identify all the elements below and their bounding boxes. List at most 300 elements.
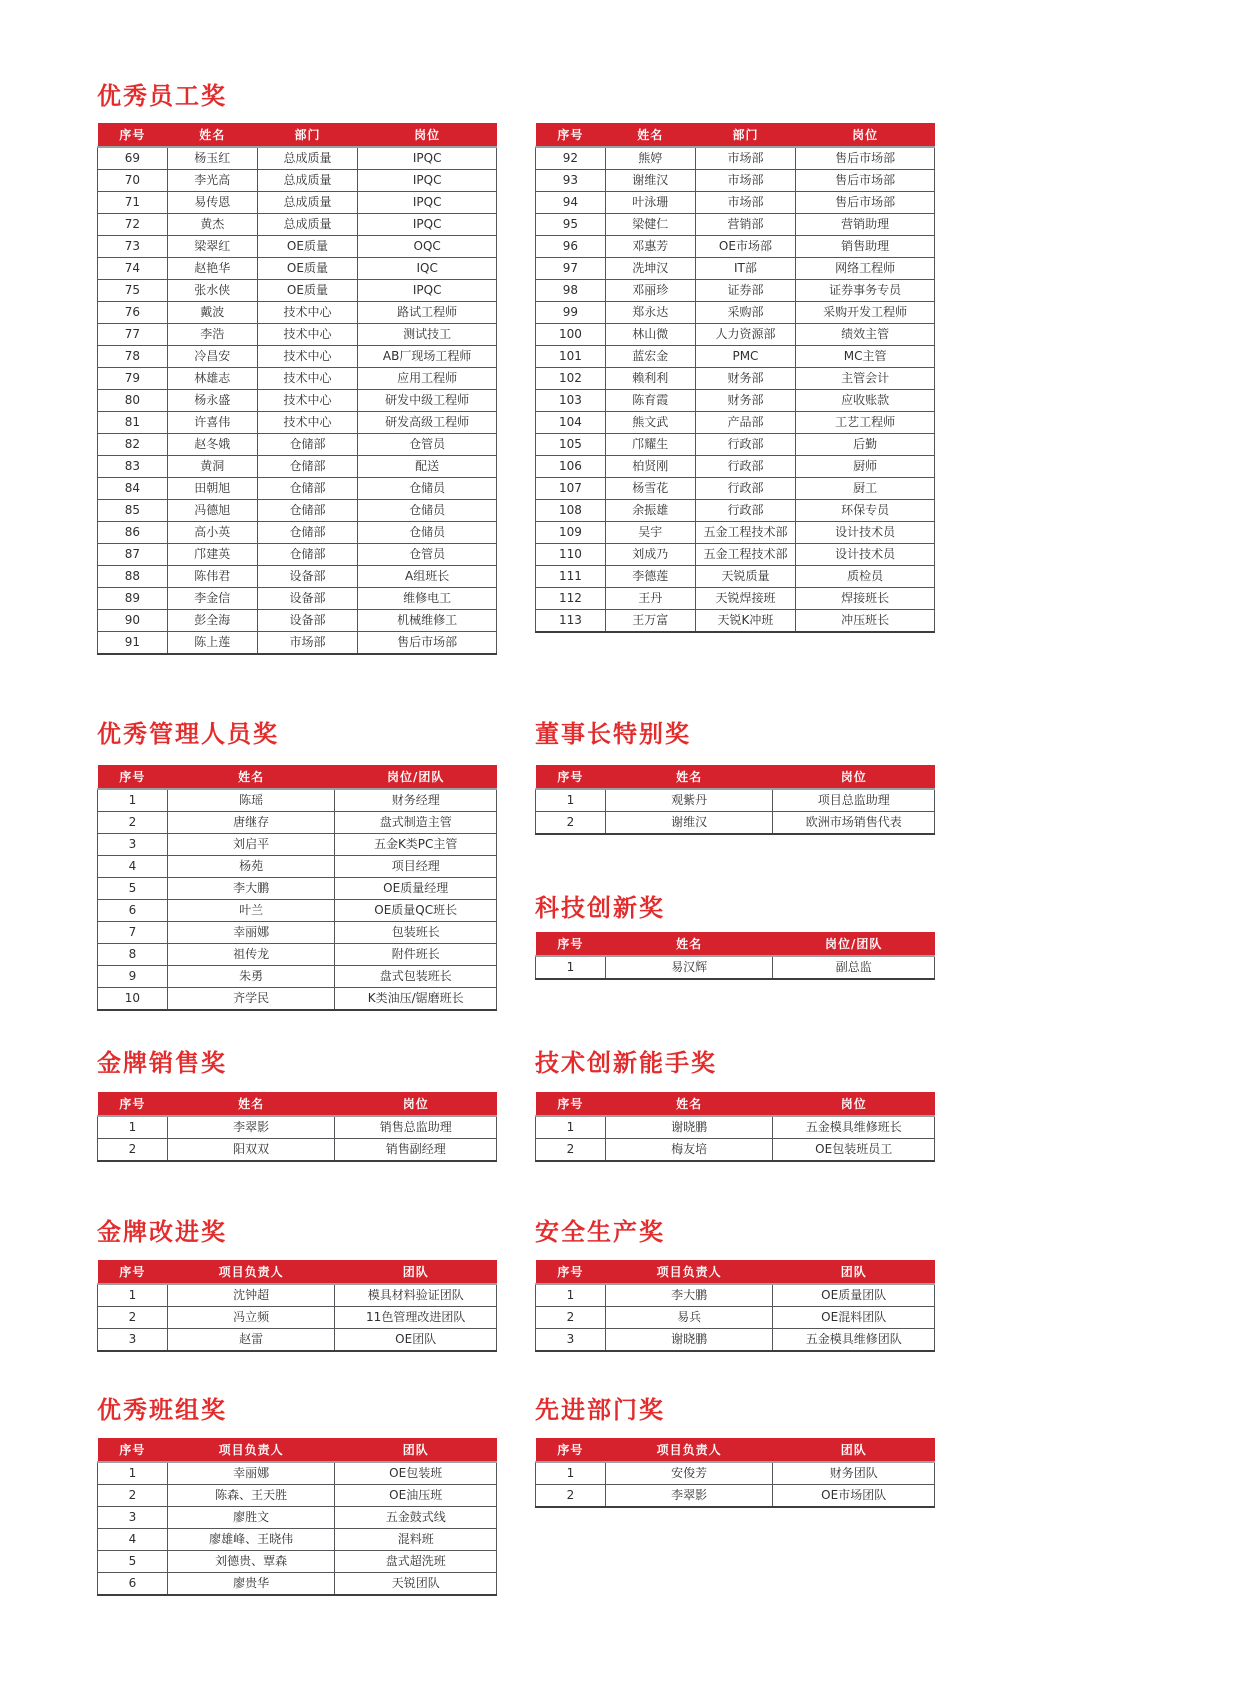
table-row	[536, 258, 935, 280]
section-title-management: 优秀管理人员奖	[97, 720, 279, 748]
table-row	[98, 834, 497, 856]
table-row	[536, 1284, 935, 1307]
table-row	[98, 812, 497, 834]
table-cell: 黄洞	[167, 456, 257, 478]
table-cell: 冯德旭	[167, 500, 257, 522]
table-cell: 106	[536, 456, 606, 478]
table-row	[98, 280, 497, 302]
table-cell: 欧洲市场销售代表	[773, 812, 935, 835]
table-cell: IPQC	[358, 147, 497, 170]
table-cell: 项目总监助理	[773, 789, 935, 812]
column-header: 岗位	[773, 765, 935, 789]
table-cell: 梁翠红	[167, 236, 257, 258]
table-row	[98, 236, 497, 258]
table-cell: 天锐K冲班	[695, 610, 796, 633]
table-row	[98, 900, 497, 922]
table-cell: 盘式超洗班	[335, 1551, 497, 1573]
table-cell: 售后市场部	[358, 632, 497, 655]
tech-innovation-table	[535, 932, 935, 980]
table-cell: 市场部	[257, 632, 358, 655]
column-header: 序号	[536, 932, 606, 956]
table-cell: 87	[98, 544, 168, 566]
table-cell: 4	[98, 856, 168, 878]
table-cell: OE质量经理	[335, 878, 497, 900]
table-cell: 产品部	[695, 412, 796, 434]
table-cell: 五金模具维修团队	[773, 1329, 935, 1352]
table-cell: 1	[536, 1284, 606, 1307]
table-cell: 李光高	[167, 170, 257, 192]
table-row	[98, 966, 497, 988]
table-cell: 101	[536, 346, 606, 368]
table-cell: 3	[98, 834, 168, 856]
table-cell: 10	[98, 988, 168, 1011]
table-row	[98, 1116, 497, 1139]
table-cell: 王万富	[605, 610, 695, 633]
table-row	[536, 214, 935, 236]
table-row	[98, 1551, 497, 1573]
table-cell: 邓丽珍	[605, 280, 695, 302]
table-cell: 易兵	[605, 1307, 773, 1329]
column-header: 部门	[695, 123, 796, 147]
table-cell: 厨工	[796, 478, 935, 500]
table-cell: 林山微	[605, 324, 695, 346]
column-header: 序号	[536, 765, 606, 789]
table-row	[98, 522, 497, 544]
column-header: 序号	[98, 123, 168, 147]
table-row	[98, 390, 497, 412]
table-cell: 财务经理	[335, 789, 497, 812]
table-cell: 98	[536, 280, 606, 302]
table-cell: 86	[98, 522, 168, 544]
table-cell: 仓储部	[257, 500, 358, 522]
table-cell: 李金信	[167, 588, 257, 610]
award-table	[535, 932, 935, 980]
table-cell: 市场部	[695, 192, 796, 214]
table-cell: 财务部	[695, 390, 796, 412]
section-title-excellent-employee: 优秀员工奖	[97, 82, 227, 110]
table-row	[536, 1116, 935, 1139]
table-cell: 108	[536, 500, 606, 522]
table-row	[98, 1529, 497, 1551]
column-header: 序号	[536, 1438, 606, 1462]
table-cell: 设计技术员	[796, 522, 935, 544]
column-header: 序号	[536, 1260, 606, 1284]
table-cell: 仓储部	[257, 434, 358, 456]
table-cell: 110	[536, 544, 606, 566]
table-cell: 83	[98, 456, 168, 478]
table-cell: 79	[98, 368, 168, 390]
table-cell: 齐学民	[167, 988, 335, 1011]
chairman-special-table	[535, 765, 935, 835]
table-cell: 冼坤汉	[605, 258, 695, 280]
table-row	[536, 456, 935, 478]
table-cell: 易传恩	[167, 192, 257, 214]
table-cell: 营销助理	[796, 214, 935, 236]
table-cell: 后勤	[796, 434, 935, 456]
table-cell: 冯立频	[167, 1307, 335, 1329]
table-cell: 行政部	[695, 434, 796, 456]
table-cell: 赵艳华	[167, 258, 257, 280]
table-row	[98, 610, 497, 632]
excellent-team-table	[97, 1438, 497, 1596]
table-cell: 五金工程技术部	[695, 544, 796, 566]
header-row	[536, 1260, 935, 1284]
column-header: 部门	[257, 123, 358, 147]
table-cell: 邝建英	[167, 544, 257, 566]
table-cell: K类油压/锯磨班长	[335, 988, 497, 1011]
table-cell: 叶兰	[167, 900, 335, 922]
section-title-advanced-department: 先进部门奖	[535, 1396, 665, 1424]
table-cell: 7	[98, 922, 168, 944]
table-cell: 78	[98, 346, 168, 368]
table-cell: OE质量团队	[773, 1284, 935, 1307]
table-cell: 技术中心	[257, 346, 358, 368]
table-cell: 林雄志	[167, 368, 257, 390]
table-row	[536, 192, 935, 214]
award-table	[97, 1092, 497, 1162]
table-cell: 廖雄峰、王晓伟	[167, 1529, 335, 1551]
table-cell: 项目经理	[335, 856, 497, 878]
table-cell: 李翠影	[167, 1116, 335, 1139]
table-cell: 祖传龙	[167, 944, 335, 966]
section-title-tech-innovation-expert: 技术创新能手奖	[535, 1049, 717, 1077]
table-cell: 95	[536, 214, 606, 236]
table-cell: 1	[98, 1284, 168, 1307]
table-cell: 黄杰	[167, 214, 257, 236]
table-row	[536, 170, 935, 192]
column-header: 姓名	[605, 932, 773, 956]
table-cell: AB厂现场工程师	[358, 346, 497, 368]
column-header: 姓名	[605, 1092, 773, 1116]
excellent-employee-table-left	[97, 123, 497, 655]
table-cell: 田朝旭	[167, 478, 257, 500]
table-cell: OE市场部	[695, 236, 796, 258]
table-cell: 仓储员	[358, 522, 497, 544]
table-cell: 杨雪花	[605, 478, 695, 500]
table-cell: 观紫丹	[605, 789, 773, 812]
table-cell: 天锐团队	[335, 1573, 497, 1596]
table-cell: PMC	[695, 346, 796, 368]
section-title-safety-production: 安全生产奖	[535, 1218, 665, 1246]
table-cell: 96	[536, 236, 606, 258]
table-row	[98, 368, 497, 390]
table-cell: 熊婷	[605, 147, 695, 170]
table-row	[98, 988, 497, 1011]
table-row	[536, 434, 935, 456]
table-cell: 81	[98, 412, 168, 434]
table-cell: 1	[98, 1116, 168, 1139]
table-cell: 仓管员	[358, 544, 497, 566]
table-cell: 熊文武	[605, 412, 695, 434]
table-cell: OQC	[358, 236, 497, 258]
table-cell: 研发中级工程师	[358, 390, 497, 412]
table-cell: 陈森、王天胜	[167, 1485, 335, 1507]
table-row	[536, 324, 935, 346]
table-cell: 机械维修工	[358, 610, 497, 632]
table-cell: 103	[536, 390, 606, 412]
header-row	[98, 1092, 497, 1116]
table-row	[98, 456, 497, 478]
table-cell: OE包装班员工	[773, 1139, 935, 1162]
table-cell: OE包装班	[335, 1462, 497, 1485]
table-cell: IPQC	[358, 280, 497, 302]
table-cell: 研发高级工程师	[358, 412, 497, 434]
table-cell: 杨玉红	[167, 147, 257, 170]
table-cell: IPQC	[358, 214, 497, 236]
table-row	[98, 302, 497, 324]
table-row	[98, 258, 497, 280]
table-cell: 李德莲	[605, 566, 695, 588]
table-cell: 廖胜文	[167, 1507, 335, 1529]
table-cell: 陈上莲	[167, 632, 257, 655]
table-row	[536, 1307, 935, 1329]
table-row	[536, 236, 935, 258]
table-cell: 90	[98, 610, 168, 632]
table-cell: 设计技术员	[796, 544, 935, 566]
table-row	[536, 1462, 935, 1485]
table-cell: 厨师	[796, 456, 935, 478]
table-cell: 附件班长	[335, 944, 497, 966]
table-cell: 89	[98, 588, 168, 610]
table-cell: 73	[98, 236, 168, 258]
table-cell: 谢晓鹏	[605, 1329, 773, 1352]
table-cell: 11色管理改进团队	[335, 1307, 497, 1329]
table-cell: 销售副经理	[335, 1139, 497, 1162]
table-cell: 售后市场部	[796, 192, 935, 214]
table-row	[536, 412, 935, 434]
table-cell: 刘德贵、覃森	[167, 1551, 335, 1573]
table-cell: 113	[536, 610, 606, 633]
table-row	[98, 434, 497, 456]
award-table	[535, 1260, 935, 1352]
table-cell: 陈育霞	[605, 390, 695, 412]
management-table	[97, 765, 497, 1011]
table-cell: 112	[536, 588, 606, 610]
table-cell: 叶泳珊	[605, 192, 695, 214]
table-row	[98, 856, 497, 878]
table-cell: 97	[536, 258, 606, 280]
table-cell: 五金鼓式线	[335, 1507, 497, 1529]
table-cell: 100	[536, 324, 606, 346]
table-cell: 五金K类PC主管	[335, 834, 497, 856]
section-title-chairman-special: 董事长特别奖	[535, 720, 691, 748]
table-row	[98, 1507, 497, 1529]
table-cell: 111	[536, 566, 606, 588]
table-cell: 71	[98, 192, 168, 214]
table-cell: 1	[536, 956, 606, 979]
column-header: 序号	[98, 1260, 168, 1284]
table-cell: 设备部	[257, 566, 358, 588]
header-row	[98, 123, 497, 147]
table-cell: 销售总监助理	[335, 1116, 497, 1139]
table-cell: 赵雷	[167, 1329, 335, 1352]
table-cell: 应收账款	[796, 390, 935, 412]
table-cell: 谢维汉	[605, 170, 695, 192]
table-cell: 幸丽娜	[167, 922, 335, 944]
table-cell: 梁健仁	[605, 214, 695, 236]
table-row	[98, 478, 497, 500]
table-cell: 陈伟君	[167, 566, 257, 588]
table-cell: 总成质量	[257, 214, 358, 236]
table-cell: 105	[536, 434, 606, 456]
table-cell: 109	[536, 522, 606, 544]
table-cell: 技术中心	[257, 324, 358, 346]
table-cell: 99	[536, 302, 606, 324]
table-cell: 仓管员	[358, 434, 497, 456]
table-row	[536, 789, 935, 812]
table-cell: 证券事务专员	[796, 280, 935, 302]
table-cell: 幸丽娜	[167, 1462, 335, 1485]
table-cell: 主管会计	[796, 368, 935, 390]
table-cell: 售后市场部	[796, 170, 935, 192]
table-cell: 2	[98, 1485, 168, 1507]
table-cell: 戴波	[167, 302, 257, 324]
table-cell: 环保专员	[796, 500, 935, 522]
table-cell: 李大鹏	[167, 878, 335, 900]
table-cell: 邓惠芳	[605, 236, 695, 258]
table-cell: 天锐质量	[695, 566, 796, 588]
header-row	[536, 123, 935, 147]
table-cell: 人力资源部	[695, 324, 796, 346]
table-cell: 应用工程师	[358, 368, 497, 390]
table-cell: 行政部	[695, 456, 796, 478]
table-cell: 沈钟超	[167, 1284, 335, 1307]
table-cell: OE油压班	[335, 1485, 497, 1507]
table-cell: 仓储部	[257, 478, 358, 500]
table-row	[98, 1573, 497, 1596]
award-table	[97, 1260, 497, 1352]
table-cell: 72	[98, 214, 168, 236]
table-cell: 五金模具维修班长	[773, 1116, 935, 1139]
table-cell: 总成质量	[257, 147, 358, 170]
table-cell: 包装班长	[335, 922, 497, 944]
table-cell: 2	[98, 1307, 168, 1329]
table-cell: 技术中心	[257, 412, 358, 434]
table-cell: 冷昌安	[167, 346, 257, 368]
table-cell: 84	[98, 478, 168, 500]
table-cell: 70	[98, 170, 168, 192]
column-header: 序号	[536, 123, 606, 147]
table-cell: MC主管	[796, 346, 935, 368]
table-row	[98, 922, 497, 944]
tech-innovation-expert-table	[535, 1092, 935, 1162]
table-cell: 107	[536, 478, 606, 500]
table-cell: 谢维汉	[605, 812, 773, 835]
table-cell: 陈瑶	[167, 789, 335, 812]
table-cell: 唐继存	[167, 812, 335, 834]
table-cell: A组班长	[358, 566, 497, 588]
table-row	[536, 302, 935, 324]
table-row	[98, 412, 497, 434]
section-title-gold-sales: 金牌销售奖	[97, 1049, 227, 1077]
table-cell: 2	[536, 1485, 606, 1508]
table-cell: 安俊芳	[605, 1462, 773, 1485]
award-table	[535, 1438, 935, 1508]
table-row	[536, 610, 935, 633]
table-row	[98, 147, 497, 170]
table-cell: 盘式制造主管	[335, 812, 497, 834]
table-row	[536, 147, 935, 170]
table-row	[536, 500, 935, 522]
table-cell: 梅友培	[605, 1139, 773, 1162]
table-cell: 许喜伟	[167, 412, 257, 434]
table-cell: IPQC	[358, 192, 497, 214]
table-cell: 网络工程师	[796, 258, 935, 280]
table-cell: 1	[536, 1116, 606, 1139]
table-cell: 财务部	[695, 368, 796, 390]
table-row	[98, 632, 497, 655]
table-cell: 6	[98, 1573, 168, 1596]
table-row	[536, 588, 935, 610]
table-row	[98, 1485, 497, 1507]
table-cell: OE质量	[257, 258, 358, 280]
section-title-tech-innovation: 科技创新奖	[535, 894, 665, 922]
section-title-gold-improvement: 金牌改进奖	[97, 1218, 227, 1246]
column-header: 团队	[335, 1438, 497, 1462]
table-cell: 74	[98, 258, 168, 280]
table-row	[536, 1329, 935, 1352]
award-table	[97, 765, 497, 1011]
column-header: 姓名	[167, 1092, 335, 1116]
table-row	[536, 346, 935, 368]
table-row	[98, 346, 497, 368]
table-cell: 邝耀生	[605, 434, 695, 456]
table-row	[98, 324, 497, 346]
award-table	[535, 765, 935, 835]
column-header: 项目负责人	[167, 1260, 335, 1284]
advanced-department-table	[535, 1438, 935, 1508]
table-cell: 91	[98, 632, 168, 655]
table-cell: 93	[536, 170, 606, 192]
header-row	[98, 765, 497, 789]
table-cell: 营销部	[695, 214, 796, 236]
table-cell: 测试技工	[358, 324, 497, 346]
table-cell: 9	[98, 966, 168, 988]
table-cell: 郑永达	[605, 302, 695, 324]
table-row	[536, 522, 935, 544]
table-cell: 阳双双	[167, 1139, 335, 1162]
table-cell: 焊接班长	[796, 588, 935, 610]
table-row	[98, 944, 497, 966]
table-cell: 采购开发工程师	[796, 302, 935, 324]
table-cell: 刘成乃	[605, 544, 695, 566]
column-header: 项目负责人	[167, 1438, 335, 1462]
table-cell: 配送	[358, 456, 497, 478]
column-header: 团队	[773, 1260, 935, 1284]
table-cell: 92	[536, 147, 606, 170]
table-row	[98, 588, 497, 610]
table-row	[98, 1329, 497, 1352]
header-row	[536, 1092, 935, 1116]
table-cell: 谢晓鹏	[605, 1116, 773, 1139]
table-cell: 赵冬娥	[167, 434, 257, 456]
column-header: 项目负责人	[605, 1438, 773, 1462]
column-header: 姓名	[167, 123, 257, 147]
table-cell: 财务团队	[773, 1462, 935, 1485]
table-cell: 售后市场部	[796, 147, 935, 170]
table-row	[98, 1307, 497, 1329]
table-cell: 李翠影	[605, 1485, 773, 1508]
table-cell: 69	[98, 147, 168, 170]
table-row	[98, 192, 497, 214]
table-row	[98, 214, 497, 236]
table-cell: 77	[98, 324, 168, 346]
table-cell: OE质量	[257, 280, 358, 302]
table-row	[98, 170, 497, 192]
table-cell: 易汉辉	[605, 956, 773, 979]
table-cell: 5	[98, 1551, 168, 1573]
table-row	[536, 1485, 935, 1508]
